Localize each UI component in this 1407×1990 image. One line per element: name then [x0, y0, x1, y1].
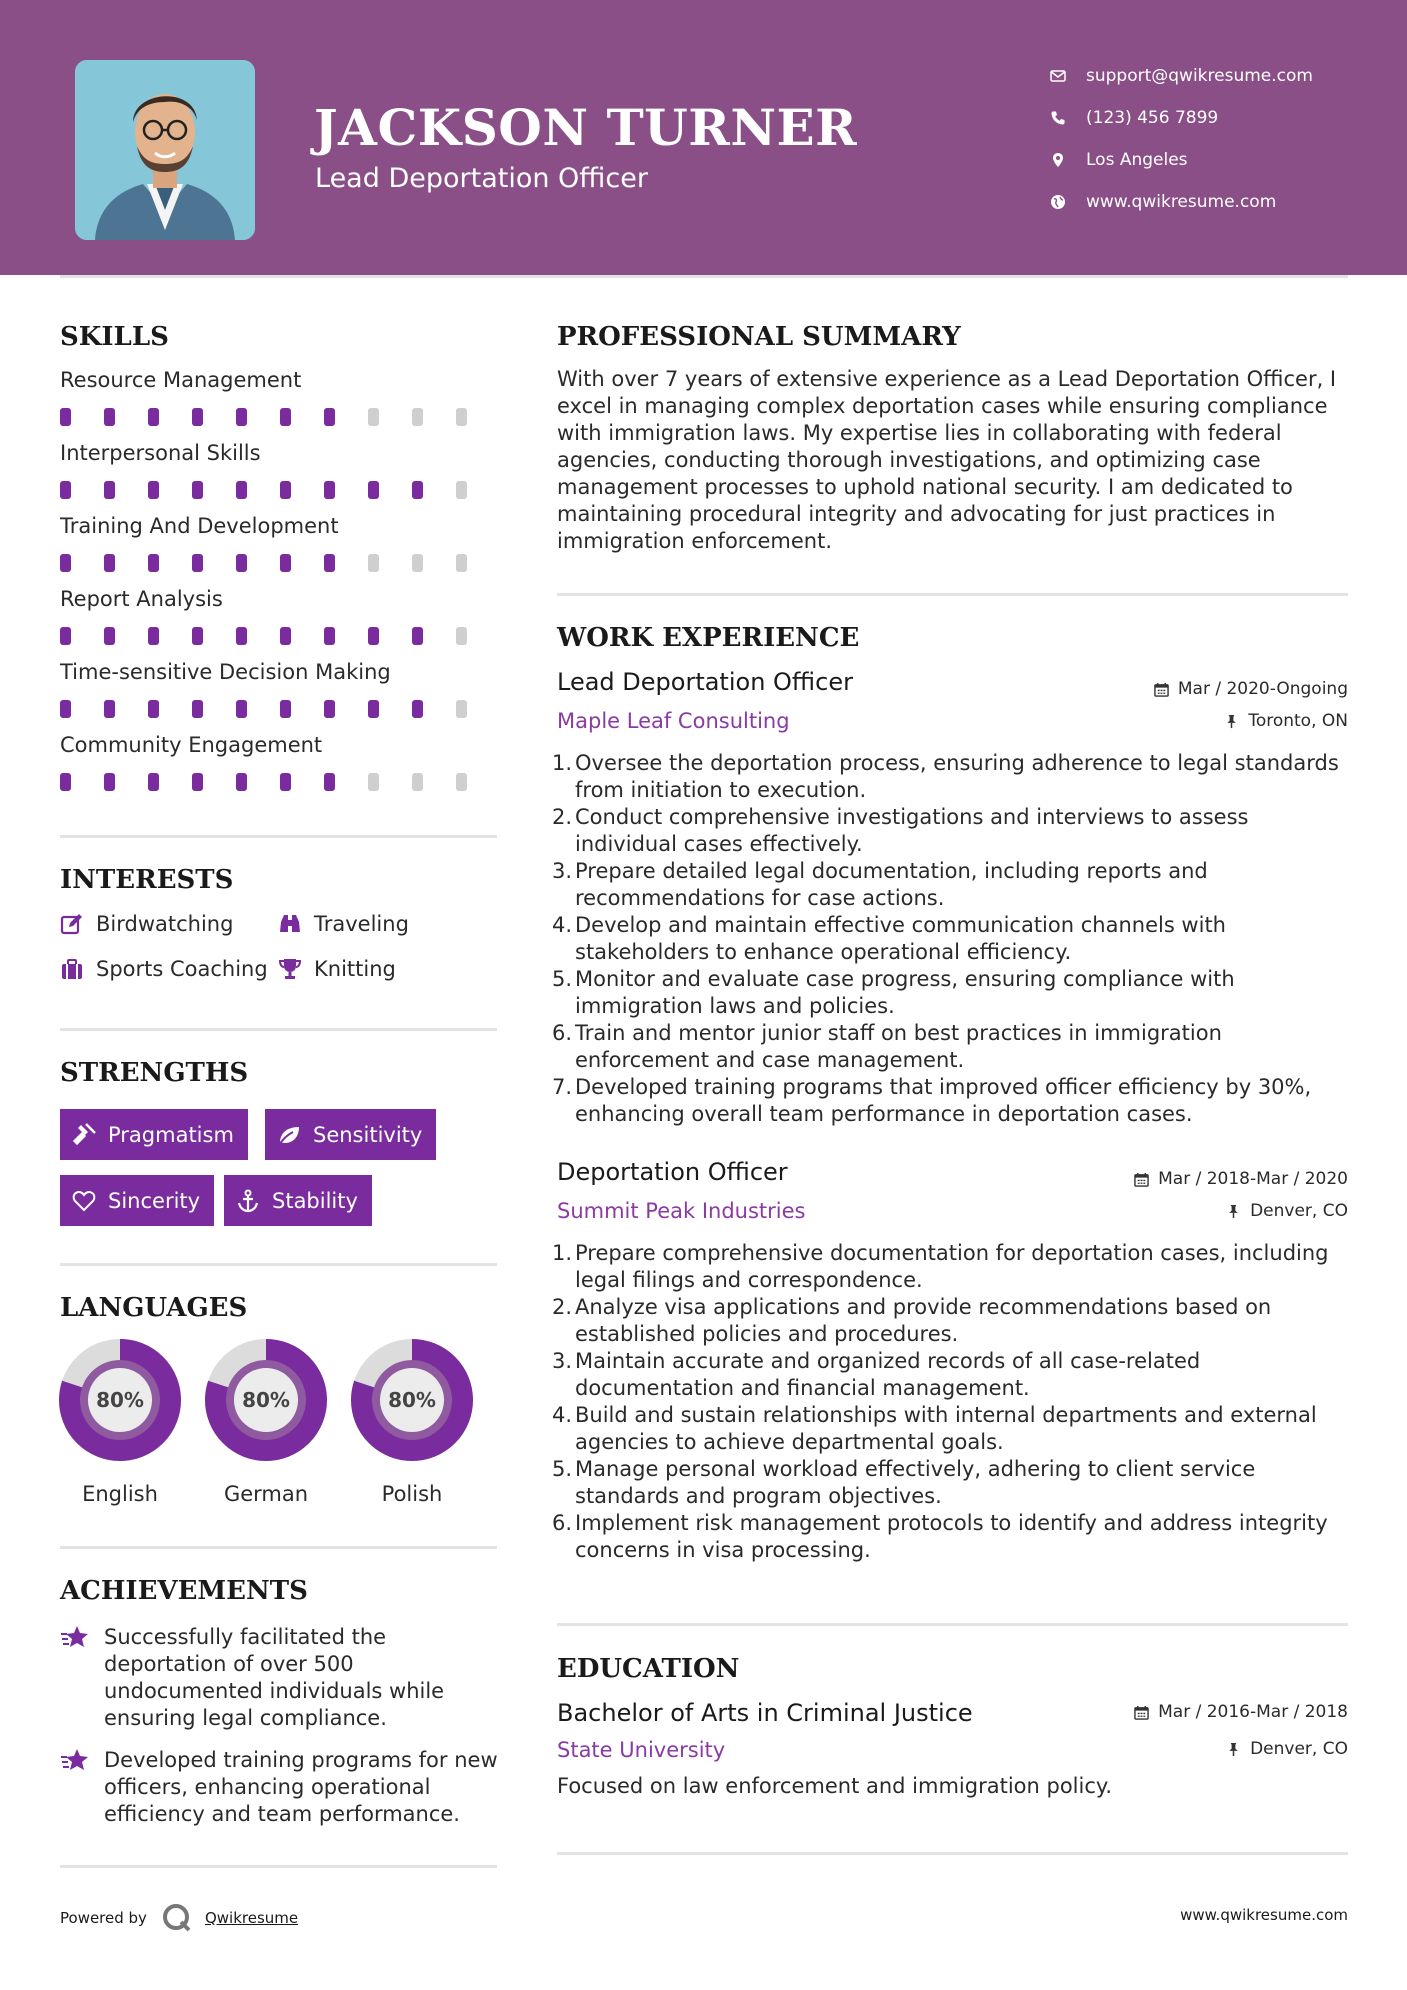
- globe-icon: [1050, 194, 1086, 210]
- school-name: State University: [557, 1738, 726, 1762]
- skill-dot-filled: [324, 408, 335, 426]
- leaf-icon: [277, 1123, 301, 1147]
- skill-dot-filled: [236, 554, 247, 572]
- interest-item: [278, 957, 396, 981]
- skill-dot-filled: [148, 627, 159, 645]
- skill-dot-empty: [412, 773, 423, 791]
- achievement-text: Successfully facilitated the deportation of over 500 undocumented individuals while ensuring legal compliance.: [104, 1625, 445, 1730]
- responsibility-item: [552, 1020, 1347, 1074]
- strength-chip: [265, 1109, 436, 1160]
- responsibility-text: Prepare comprehensive documentation for deportation cases, including legal filings and correspondence.: [575, 1241, 1329, 1292]
- skill-dot-filled: [368, 627, 379, 645]
- job-location: [1226, 1201, 1348, 1221]
- strength-label: Sensitivity: [313, 1122, 423, 1147]
- skill-dot-filled: [280, 627, 291, 645]
- job-location: [1224, 711, 1348, 731]
- skill-dot-filled: [60, 408, 71, 426]
- interest-item: [278, 912, 409, 936]
- job-title: Lead Deportation Officer: [557, 668, 853, 696]
- interest-item: [60, 912, 233, 936]
- responsibility-item: [552, 804, 1347, 858]
- responsibility-item: [552, 1510, 1347, 1564]
- skill-dot-filled: [236, 773, 247, 791]
- experience-divider: [557, 1623, 1348, 1626]
- job-title: Deportation Officer: [557, 1158, 788, 1186]
- skill-dot-empty: [368, 408, 379, 426]
- skill-item: [60, 368, 500, 426]
- strength-label: Stability: [272, 1188, 358, 1213]
- brand-link[interactable]: Qwikresume: [204, 1909, 299, 1927]
- responsibility-item: [552, 1294, 1347, 1348]
- responsibility-item: [552, 858, 1347, 912]
- skill-dot-filled: [192, 554, 203, 572]
- language-percent: 80%: [242, 1388, 290, 1412]
- skill-name: Training And Development: [60, 514, 339, 538]
- contact-website[interactable]: [1050, 181, 1313, 223]
- skill-dot-empty: [412, 408, 423, 426]
- summary-text: With over 7 years of extensive experience as a Lead Deportation Officer, I excel in managing complex deportation cases while ensuring compliance with immigration laws. My expertise lies in collaborating with federal agencies, conducting thorough investigations, and optimizing case management processes to uphold national security. I am dedicated to maintaining procedural integrity and advocating for just practices in immigration enforcement.: [557, 367, 1337, 553]
- skill-dot-filled: [368, 700, 379, 718]
- skill-dot-filled: [324, 481, 335, 499]
- achievements-divider: [60, 1865, 497, 1868]
- skill-dot-empty: [456, 408, 467, 426]
- skill-dot-filled: [104, 481, 115, 499]
- strength-label: Pragmatism: [108, 1122, 234, 1147]
- skill-dot-filled: [236, 408, 247, 426]
- candidate-role: Lead Deportation Officer: [315, 163, 648, 194]
- calendar-icon: [1134, 1705, 1149, 1720]
- languages-heading: LANGUAGES: [60, 1293, 248, 1323]
- language-name: German: [223, 1482, 309, 1506]
- responsibility-number: 3.: [552, 859, 573, 883]
- responsibility-item: [552, 1402, 1347, 1456]
- job-location-text: Toronto, ON: [1248, 711, 1348, 731]
- language-item: [350, 1338, 474, 1506]
- job-dates-text: Mar / 2020-Ongoing: [1177, 679, 1348, 699]
- skill-rating: [60, 554, 500, 572]
- responsibility-item: [552, 750, 1347, 804]
- interest-label: Traveling: [314, 912, 409, 936]
- contact-email-text: support@qwikresume.com: [1086, 66, 1313, 86]
- language-item: [204, 1338, 328, 1506]
- job-responsibilities: [552, 1240, 1347, 1564]
- skill-dot-filled: [148, 554, 159, 572]
- language-ring: [58, 1338, 182, 1462]
- header-divider: [60, 275, 1348, 278]
- skill-dot-filled: [368, 481, 379, 499]
- education-dates-text: Mar / 2016-Mar / 2018: [1158, 1702, 1348, 1722]
- achievement-item: [60, 1747, 500, 1828]
- job-location-text: Denver, CO: [1250, 1201, 1348, 1221]
- skill-item: [60, 587, 500, 645]
- skill-item: [60, 441, 500, 499]
- responsibility-item: [552, 1348, 1347, 1402]
- education-heading: EDUCATION: [557, 1654, 740, 1684]
- responsibility-number: 6.: [552, 1511, 573, 1535]
- skill-name: Report Analysis: [60, 587, 223, 611]
- education-location-text: Denver, CO: [1250, 1739, 1348, 1759]
- responsibility-number: 7.: [552, 1075, 573, 1099]
- skill-dot-filled: [104, 554, 115, 572]
- skill-name: Time-sensitive Decision Making: [60, 660, 391, 684]
- job-dates: [1134, 1169, 1348, 1189]
- responsibility-item: [552, 1456, 1347, 1510]
- education-description: Focused on law enforcement and immigration policy.: [557, 1774, 1112, 1798]
- calendar-icon: [1134, 1172, 1149, 1187]
- summary-divider: [557, 593, 1348, 596]
- responsibility-item: [552, 966, 1347, 1020]
- skill-rating: [60, 408, 500, 426]
- interest-label: Birdwatching: [96, 912, 234, 936]
- star-icon: [60, 1622, 90, 1652]
- skill-name: Interpersonal Skills: [60, 441, 261, 465]
- interests-divider: [60, 1028, 497, 1031]
- pin-icon: [1226, 1742, 1241, 1757]
- pencil-square-icon: [60, 912, 84, 936]
- skill-dot-empty: [456, 627, 467, 645]
- responsibility-number: 3.: [552, 1349, 573, 1373]
- skill-item: [60, 733, 500, 791]
- skill-dot-filled: [104, 700, 115, 718]
- skill-rating: [60, 773, 500, 791]
- contact-website-text: www.qwikresume.com: [1086, 192, 1277, 212]
- powered-by-label: Powered by: [60, 1909, 147, 1927]
- achievements-heading: ACHIEVEMENTS: [60, 1576, 308, 1606]
- language-percent: 80%: [96, 1388, 144, 1412]
- powered-by: [60, 1902, 298, 1934]
- responsibility-number: 2.: [552, 805, 573, 829]
- skill-dot-filled: [148, 773, 159, 791]
- pin-icon: [1226, 1204, 1241, 1219]
- skill-dot-empty: [456, 481, 467, 499]
- binoculars-icon: [278, 912, 302, 936]
- education-divider: [557, 1852, 1348, 1855]
- skill-dot-filled: [324, 700, 335, 718]
- responsibility-number: 6.: [552, 1021, 573, 1045]
- skill-item: [60, 514, 500, 572]
- education-dates: [1134, 1702, 1348, 1722]
- skill-dot-empty: [368, 554, 379, 572]
- skills-heading: SKILLS: [60, 322, 169, 352]
- strengths-divider: [60, 1263, 497, 1266]
- responsibility-number: 1.: [552, 751, 573, 775]
- heart-icon: [72, 1189, 96, 1213]
- responsibility-text: Developed training programs that improved officer efficiency by 30%, enhancing overall team performance in deportation cases.: [575, 1075, 1312, 1126]
- languages-divider: [60, 1546, 497, 1549]
- skill-dot-empty: [456, 554, 467, 572]
- skill-dot-filled: [148, 481, 159, 499]
- skill-dot-filled: [236, 627, 247, 645]
- skill-dot-filled: [60, 773, 71, 791]
- skill-dot-filled: [148, 408, 159, 426]
- skill-dot-filled: [324, 554, 335, 572]
- responsibility-number: 1.: [552, 1241, 573, 1265]
- skill-rating: [60, 627, 500, 645]
- contact-phone-text: (123) 456 7899: [1086, 108, 1219, 128]
- skill-dot-filled: [192, 627, 203, 645]
- skill-dot-filled: [148, 700, 159, 718]
- skill-dot-filled: [412, 700, 423, 718]
- skill-dot-filled: [192, 408, 203, 426]
- responsibility-number: 2.: [552, 1295, 573, 1319]
- language-ring: [204, 1338, 328, 1462]
- responsibility-item: [552, 1074, 1347, 1128]
- contact-list: [1050, 55, 1313, 223]
- skill-dot-filled: [280, 481, 291, 499]
- skill-rating: [60, 700, 500, 718]
- skills-divider: [60, 835, 497, 838]
- skill-dot-filled: [324, 773, 335, 791]
- pin-icon: [1224, 714, 1239, 729]
- responsibility-text: Analyze visa applications and provide recommendations based on established policies and procedures.: [575, 1295, 1272, 1346]
- contact-location-text: Los Angeles: [1086, 150, 1188, 170]
- interest-label: Knitting: [314, 957, 396, 981]
- skill-dot-filled: [236, 700, 247, 718]
- trophy-icon: [278, 957, 302, 981]
- responsibility-number: 5.: [552, 967, 573, 991]
- envelope-icon: [1050, 68, 1086, 84]
- job-dates: [1154, 679, 1348, 699]
- language-name: Polish: [381, 1482, 443, 1506]
- skill-item: [60, 660, 500, 718]
- skill-dot-filled: [60, 481, 71, 499]
- strength-label: Sincerity: [108, 1188, 201, 1213]
- responsibility-number: 4.: [552, 1403, 573, 1427]
- profile-photo: [75, 60, 255, 240]
- language-name: English: [82, 1482, 158, 1506]
- skill-dot-filled: [60, 627, 71, 645]
- skill-dot-filled: [412, 627, 423, 645]
- skill-dot-filled: [104, 408, 115, 426]
- responsibility-number: 4.: [552, 913, 573, 937]
- anchor-icon: [236, 1189, 260, 1213]
- skill-dot-filled: [104, 773, 115, 791]
- language-item: [58, 1338, 182, 1506]
- company-name: Summit Peak Industries: [557, 1199, 806, 1223]
- skill-dot-filled: [60, 554, 71, 572]
- skill-rating: [60, 481, 500, 499]
- suitcase-icon: [60, 957, 84, 981]
- achievement-item: [60, 1624, 500, 1732]
- skill-dot-empty: [368, 773, 379, 791]
- skill-dot-filled: [412, 481, 423, 499]
- skill-dot-filled: [104, 627, 115, 645]
- map-marker-icon: [1050, 152, 1086, 168]
- responsibility-text: Prepare detailed legal documentation, including reports and recommendations for case actions.: [575, 859, 1208, 910]
- calendar-icon: [1154, 682, 1169, 697]
- degree-title: Bachelor of Arts in Criminal Justice: [557, 1699, 973, 1727]
- responsibility-number: 5.: [552, 1457, 573, 1481]
- interests-heading: INTERESTS: [60, 865, 234, 895]
- company-name: Maple Leaf Consulting: [557, 709, 790, 733]
- strengths-heading: STRENGTHS: [60, 1058, 249, 1088]
- contact-phone[interactable]: [1050, 97, 1313, 139]
- gavel-icon: [72, 1123, 96, 1147]
- strength-chip: [60, 1175, 214, 1226]
- summary-heading: PROFESSIONAL SUMMARY: [557, 322, 961, 352]
- responsibility-text: Maintain accurate and organized records of all case-related documentation and financial management.: [575, 1349, 1201, 1400]
- skill-dot-filled: [192, 700, 203, 718]
- skill-dot-empty: [456, 700, 467, 718]
- responsibility-item: [552, 1240, 1347, 1294]
- skill-dot-filled: [280, 773, 291, 791]
- experience-heading: WORK EXPERIENCE: [557, 623, 860, 653]
- responsibility-text: Build and sustain relationships with internal departments and external agencies to achieve departmental goals.: [575, 1403, 1317, 1454]
- responsibility-text: Implement risk management protocols to identify and address integrity concerns in visa processing.: [575, 1511, 1328, 1562]
- qwikresume-logo-icon: [161, 1902, 193, 1934]
- language-ring: [350, 1338, 474, 1462]
- interest-label: Sports Coaching: [96, 957, 268, 981]
- resume-header: [0, 0, 1407, 275]
- job-responsibilities: [552, 750, 1347, 1128]
- footer-url[interactable]: www.qwikresume.com: [1180, 1906, 1348, 1924]
- language-percent: 80%: [388, 1388, 436, 1412]
- responsibility-text: Manage personal workload effectively, adhering to client service standards and program objectives.: [575, 1457, 1256, 1508]
- strength-chip: [224, 1175, 372, 1226]
- phone-icon: [1050, 110, 1086, 126]
- achievement-text: Developed training programs for new officers, enhancing operational efficiency and team performance.: [104, 1748, 498, 1826]
- responsibility-item: [552, 912, 1347, 966]
- responsibility-text: Oversee the deportation process, ensuring adherence to legal standards from initiation to execution.: [575, 751, 1339, 802]
- interest-item: [60, 957, 268, 981]
- skill-dot-filled: [280, 408, 291, 426]
- strength-chip: [60, 1109, 248, 1160]
- skill-name: Resource Management: [60, 368, 302, 392]
- skill-dot-filled: [236, 481, 247, 499]
- skill-dot-filled: [280, 700, 291, 718]
- skill-name: Community Engagement: [60, 733, 323, 757]
- responsibility-text: Train and mentor junior staff on best practices in immigration enforcement and case management.: [575, 1021, 1222, 1072]
- education-location: [1226, 1739, 1348, 1759]
- responsibility-text: Develop and maintain effective communication channels with stakeholders to enhance operational efficiency.: [575, 913, 1226, 964]
- skill-dot-filled: [192, 773, 203, 791]
- contact-email[interactable]: [1050, 55, 1313, 97]
- contact-location: [1050, 139, 1313, 181]
- skill-dot-filled: [192, 481, 203, 499]
- profile-portrait-image: [75, 60, 255, 240]
- responsibility-text: Conduct comprehensive investigations and interviews to assess individual cases effectively.: [575, 805, 1249, 856]
- skill-dot-filled: [60, 700, 71, 718]
- candidate-name: JACKSON TURNER: [314, 98, 858, 157]
- skill-dot-empty: [456, 773, 467, 791]
- skill-dot-empty: [412, 554, 423, 572]
- star-icon: [60, 1745, 90, 1775]
- skill-dot-filled: [324, 627, 335, 645]
- responsibility-text: Monitor and evaluate case progress, ensuring compliance with immigration laws and policies.: [575, 967, 1235, 1018]
- job-dates-text: Mar / 2018-Mar / 2020: [1158, 1169, 1348, 1189]
- skill-dot-filled: [280, 554, 291, 572]
